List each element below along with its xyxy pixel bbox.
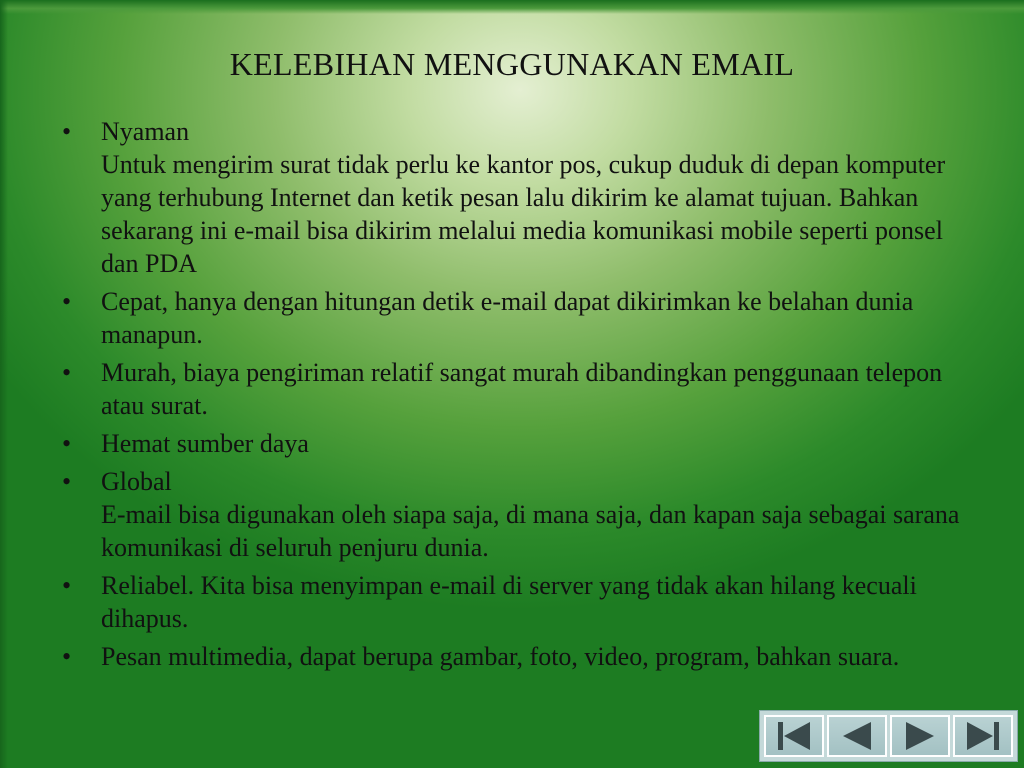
bullet-list <box>62 115 974 678</box>
bullet-item-murah <box>62 356 974 422</box>
top-border <box>0 0 1024 14</box>
last-slide-icon <box>963 718 1003 754</box>
previous-slide-button[interactable] <box>827 715 887 757</box>
slide-title: KELEBIHAN MENGGUNAKAN EMAIL <box>229 46 795 82</box>
bullet-item-reliabel <box>62 569 974 635</box>
last-slide-button[interactable] <box>953 715 1013 757</box>
bullet-dot: • <box>62 467 72 496</box>
bullet-item-global <box>62 465 974 564</box>
next-slide-icon <box>900 718 940 754</box>
bullet-text: Cepat, hanya dengan hitungan detik e-mail dapat dikirimkan ke belahan dunia manapun. <box>101 287 914 349</box>
bullet-item-multimedia <box>62 640 974 673</box>
left-border <box>0 0 8 768</box>
previous-slide-icon <box>837 718 877 754</box>
bullet-text: E-mail bisa digunakan oleh siapa saja, di mana saja, dan kapan saja sebagai sarana komunikasi di seluruh penjuru dunia. <box>101 500 960 562</box>
bullet-text: Reliabel. Kita bisa menyimpan e-mail di server yang tidak akan hilang kecuali dihapus. <box>101 571 917 633</box>
slide-navigation-bar <box>759 710 1018 762</box>
bullet-dot: • <box>62 287 72 316</box>
bullet-text: Untuk mengirim surat tidak perlu ke kantor pos, cukup duduk di depan komputer yang terhubung Internet dan ketik pesan lalu dikirim ke alamat tujuan. Bahkan sekarang ini e-mail bisa dikirim melalui media komunikasi mobile seperti ponsel dan PDA <box>101 150 946 278</box>
next-slide-button[interactable] <box>890 715 950 757</box>
bullet-item-nyaman <box>62 115 974 280</box>
first-slide-icon <box>774 718 814 754</box>
bullet-item-cepat <box>62 285 974 351</box>
bullet-dot: • <box>62 117 72 146</box>
bullet-dot: • <box>62 571 72 600</box>
first-slide-button[interactable] <box>764 715 824 757</box>
bullet-dot: • <box>62 642 72 671</box>
bullet-dot: • <box>62 358 72 387</box>
bullet-heading: Nyaman <box>101 117 190 146</box>
bullet-heading: Global <box>101 467 172 496</box>
bullet-text: Murah, biaya pengiriman relatif sangat murah dibandingkan penggunaan telepon atau surat. <box>101 358 943 420</box>
bullet-dot: • <box>62 429 72 458</box>
bullet-text: Pesan multimedia, dapat berupa gambar, foto, video, program, bahkan suara. <box>101 642 900 671</box>
bullet-item-hemat <box>62 427 974 460</box>
bullet-text: Hemat sumber daya <box>101 429 309 458</box>
